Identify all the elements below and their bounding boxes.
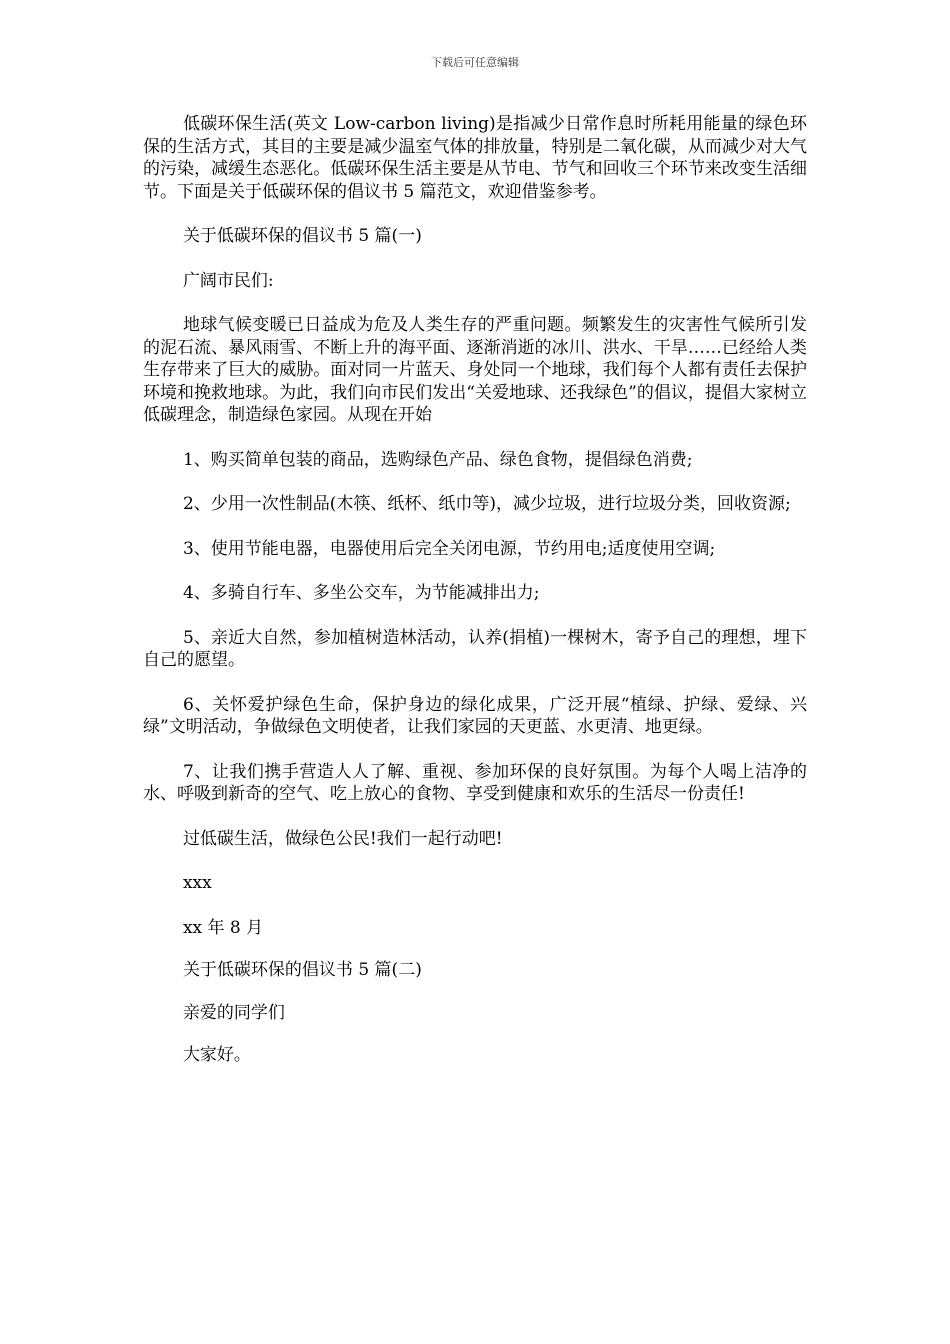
greeting: 大家好。 bbox=[182, 1045, 251, 1065]
list-item-7: 7、让我们携手营造人人了解、重视、参加环保的良好氛围。为每个人喝上洁净的水、呼吸到新奇的空气、吃上放心的食物、享受到健康和欢乐的生活尽一份责任! bbox=[143, 761, 807, 804]
salutation-students: 亲爱的同学们 bbox=[182, 1002, 285, 1023]
list-item-1: 1、购买简单包装的商品，选购绿色产品、绿色食物，提倡绿色消费; bbox=[182, 449, 693, 470]
page-header-note: 下载后可任意编辑 bbox=[431, 56, 519, 69]
list-item-5: 5、亲近大自然，参加植树造林活动，认养(捐植)一棵树木，寄予自己的理想，埋下自己的愿望。 bbox=[143, 627, 807, 670]
body-paragraph-climate: 地球气候变暖已日益成为危及人类生存的严重问题。频繁发生的灾害性气候所引发的泥石流、暴风雨雪、不断上升的海平面、逐渐消逝的冰川、洪水、干旱……已经给人类生存带来了巨大的威胁。面对同一片蓝天、身处同一个地球，我们每个人都有责任去保护环境和挽救地球。为此，我们向市民们发出“关爱地球、还我绿色”的倡议，提倡大家树立低碳理念，制造绿色家园。从现在开始 bbox=[143, 315, 807, 425]
section-title-2: 关于低碳环保的倡议书 5 篇(二) bbox=[182, 960, 422, 980]
list-item-3: 3、使用节能电器，电器使用后完全关闭电源，节约用电;适度使用空调; bbox=[182, 538, 716, 559]
date-line: xx 年 8 月 bbox=[182, 917, 264, 938]
list-item-2: 2、少用一次性制品(木筷、纸杯、纸巾等)，减少垃圾，进行垃圾分类，回收资源; bbox=[182, 494, 791, 514]
closing-call: 过低碳生活，做绿色公民!我们一起行动吧! bbox=[182, 828, 503, 849]
intro-paragraph: 低碳环保生活(英文 Low-carbon living)是指减少日常作息时所耗用能量的绿色环保的生活方式，其目的主要是减少温室气体的排放量，特别是二氧化碳，从而减少对大气的污染，减缓生态恶化。低碳环保生活主要是从节电、节气和回收三个环节来改变生活细节。下面是关于低碳环保的倡议书 5 篇范文，欢迎借鉴参考。 bbox=[143, 114, 807, 202]
section-title-1: 关于低碳环保的倡议书 5 篇(一) bbox=[182, 226, 422, 246]
document-body bbox=[143, 113, 807, 1067]
signature: xxx bbox=[182, 873, 212, 893]
list-item-6: 6、关怀爱护绿色生命，保护身边的绿化成果，广泛开展“植绿、护绿、爱绿、兴绿”文明活动，争做绿色文明使者，让我们家园的天更蓝、水更清、地更绿。 bbox=[143, 694, 807, 737]
salutation-citizens: 广阔市民们: bbox=[182, 270, 274, 291]
list-item-4: 4、多骑自行车、多坐公交车，为节能减排出力; bbox=[182, 583, 540, 603]
